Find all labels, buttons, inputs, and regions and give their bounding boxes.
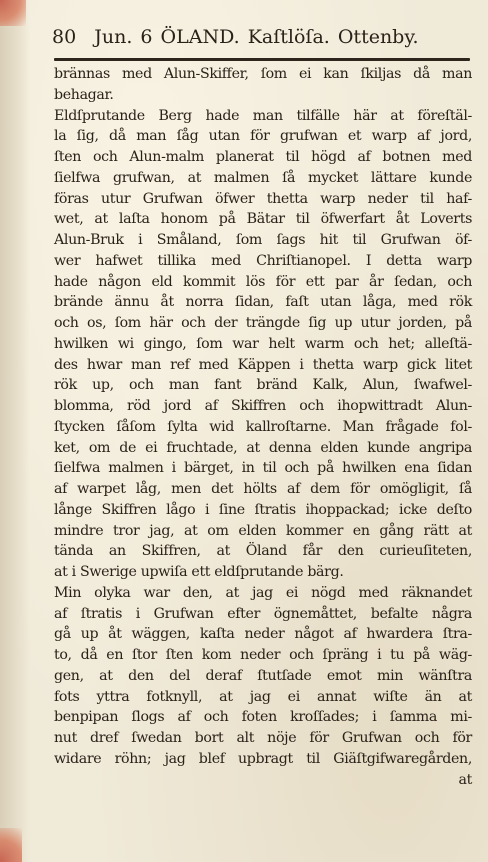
text-line: af warpet låg, men det hölts af dem för omögligit, ſå (54, 481, 472, 497)
text-line: benpipan ſlogs af och foten kroſſades; i ſamma mi- (54, 709, 472, 726)
running-header (52, 26, 470, 56)
text-line: fots yttra fotknyll, at jag ei annat wiſte än at (54, 688, 472, 705)
text-line: hade någon eld kommit lös för ett par år ſedan, och (54, 273, 472, 290)
header-rule (54, 58, 470, 61)
text-line: ſten och Alun-malm planerat til högd af botnen med (54, 149, 472, 165)
red-edge-stain-top (0, 0, 26, 26)
text-line: wer hafwet tillika med Chriſtianopel. I detta warp (54, 252, 472, 269)
page-gutter (0, 0, 30, 862)
text-line: rök up, och man fant bränd Kalk, Alun, ſwafwel- (54, 377, 472, 394)
text-line: brännas med Alun-Skiffer, ſom ei kan ſkiljas då man (54, 66, 472, 82)
text-line: mindre tror jag, at om elden kommer en gång rätt at (54, 522, 472, 539)
text-line: ſtycken ſåſom ſylta wid kallroſtarne. Man frågade fol- (54, 418, 472, 435)
text-line: ſielfwa malmen i bärget, in til och på hwilken ena ſidan (54, 460, 472, 477)
text-line: widare röhn; jag blef upbragt til Giäſtgifwaregården, (54, 750, 472, 767)
text-line: Alun-Bruk i Småland, ſom ſags hit til Grufwan öf- (54, 232, 472, 248)
header-title: Jun. 6 ÖLAND. Kaſtlöſa. Ottenby. (94, 26, 419, 48)
text-line: gen, at den del deraf ſtutſade emot min wänſtra (54, 667, 472, 684)
catchword: at (458, 771, 472, 788)
text-line: ket, om de ei fruchtade, at denna elden kunde angripa (54, 439, 472, 456)
text-line: behagar. (54, 86, 114, 103)
text-line: gå up åt wäggen, kaſta neder något af hwardera ſtra- (54, 626, 472, 643)
text-line: ſielfwa grufwan, at malmen ſå mycket lättare kunde (54, 169, 472, 186)
text-line: föras utur Grufwan öfwer thetta warp neder til haf- (54, 190, 472, 207)
text-line: och os, ſom här och der trängde ſig up utur jorden, på (54, 315, 472, 331)
body-text (54, 64, 472, 790)
text-line: nut dref ſwedan bort alt nöje för Grufwan och för (54, 730, 472, 746)
text-line: des hwar man ref med Käppen i thetta warp gick litet (54, 356, 472, 373)
text-line: blomma, röd jord af Skiffren och ihopwittradt Alun- (54, 398, 472, 414)
text-line: brände ännu åt norra ſidan, faſt utan låga, med rök (54, 294, 472, 311)
text-line: wet, at laſta honom på Bätar til öfwerfart åt Loverts (54, 211, 472, 228)
text-line: af ſtratis i Grufwan efter ögnemåttet, befalte några (54, 605, 472, 622)
text-line: långe Skiffren lågo i ſine ſtratis ihoppackad; icke deſto (54, 501, 472, 518)
red-edge-stain-bottom (0, 828, 22, 862)
text-line: to, då en ſtor ſten kom neder och ſpräng i tu på wäg- (54, 647, 472, 663)
text-line: tända an Skiffren, at Öland får den curieuſiteten, (54, 543, 472, 560)
text-line: Min olyka war den, at jag ei nögd med räknandet (54, 584, 472, 601)
text-line: hwilken wi gingo, ſom war helt warm och het; alleſtä- (54, 335, 472, 352)
text-line: at i Swerige upwiſa ett eldſprutande bärg. (54, 564, 344, 580)
text-line: la ſig, då man ſåg utan för grufwan et warp af jord, (54, 128, 472, 145)
page-number: 80 (52, 26, 77, 48)
text-line: Eldſprutande Berg hade man tilfälle här at föreſtäl- (54, 107, 472, 124)
